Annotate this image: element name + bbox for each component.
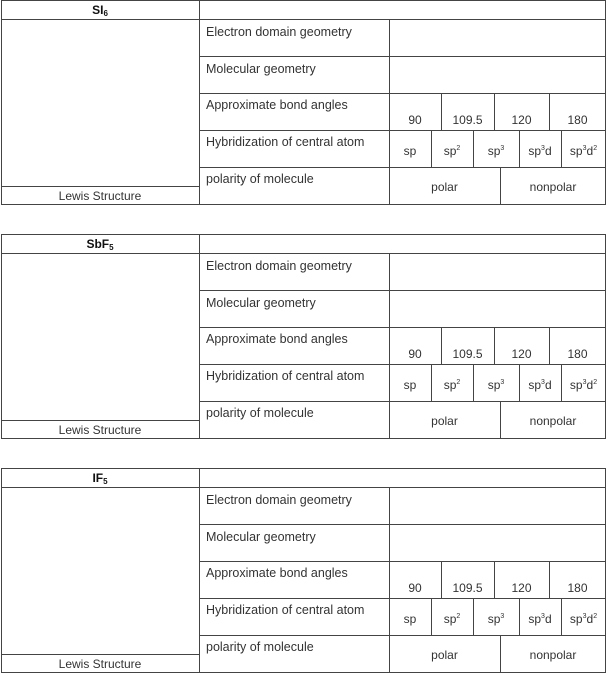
bond-angle-option[interactable]: 90 [408, 113, 422, 127]
grid-line [199, 130, 606, 131]
bond-angle-option[interactable]: 109.5 [452, 113, 483, 127]
row-label-molecular: Molecular geometry [206, 530, 316, 544]
grid-line [199, 364, 606, 365]
hybridization-option[interactable] [389, 612, 431, 626]
hybridization-base: sp [569, 378, 583, 392]
hybridization-mid: d [586, 612, 594, 626]
hybridization-sup1: 3 [541, 145, 545, 152]
hybridization-sup1: 3 [582, 379, 587, 386]
bond-angle-option[interactable]: 180 [567, 347, 588, 361]
molecular-geometry-answer[interactable] [390, 291, 606, 327]
hybridization-sup1: 3 [582, 145, 587, 152]
hybridization-sup1: 3 [541, 613, 545, 620]
hybridization-sup1: 3 [500, 379, 505, 386]
nonpolar-option[interactable]: nonpolar [529, 648, 577, 662]
molecule-formula [1, 469, 199, 487]
hybridization-mid: d [544, 612, 552, 626]
formula-symbol: SI [92, 3, 104, 17]
hybridization-option[interactable] [519, 612, 561, 626]
grid-line [1, 253, 199, 254]
bond-angle-option[interactable]: 120 [511, 113, 532, 127]
bond-angle-option[interactable]: 109.5 [452, 581, 483, 595]
bond-angle-option[interactable]: 90 [408, 581, 422, 595]
nonpolar-option[interactable]: nonpolar [529, 180, 577, 194]
hybridization-base: sp [487, 144, 501, 158]
hybridization-sup2: 2 [593, 613, 598, 620]
lewis-structure-label: Lewis Structure [58, 423, 142, 437]
hybridization-option[interactable] [389, 144, 431, 158]
polar-option[interactable]: polar [431, 648, 458, 662]
hybridization-mid: d [586, 144, 594, 158]
hybridization-base: sp [528, 612, 542, 626]
grid-line [199, 598, 606, 599]
molecule-block [0, 0, 607, 207]
bond-angle-option[interactable]: 120 [511, 347, 532, 361]
row-label-molecular: Molecular geometry [206, 62, 316, 76]
formula-symbol: SbF [86, 237, 110, 251]
hybridization-option[interactable] [561, 378, 606, 392]
hybridization-sup1: 3 [500, 613, 505, 620]
hybridization-option[interactable] [431, 144, 473, 158]
electron-domain-answer[interactable] [390, 254, 606, 290]
grid-line [199, 635, 606, 636]
polar-option[interactable]: polar [431, 414, 458, 428]
lewis-structure-label: Lewis Structure [58, 657, 142, 671]
row-label-hybridization: Hybridization of central atom [206, 603, 365, 617]
hybridization-sup2: 2 [593, 145, 598, 152]
grid-line [199, 167, 606, 168]
grid-line [199, 327, 606, 328]
hybridization-sup1: 3 [500, 145, 505, 152]
hybridization-sup1: 2 [456, 379, 461, 386]
row-label-polarity: polarity of molecule [206, 172, 314, 186]
molecular-geometry-answer[interactable] [390, 57, 606, 93]
hybridization-option[interactable] [473, 612, 519, 626]
hybridization-mid: d [544, 378, 552, 392]
hybridization-base: sp [528, 144, 542, 158]
grid-line [1, 487, 199, 488]
hybridization-base: sp [487, 378, 501, 392]
grid-line [199, 93, 606, 94]
formula-subscript: 6 [103, 9, 108, 18]
grid-line [199, 234, 200, 439]
formula-symbol: IF [92, 471, 104, 485]
row-label-polarity: polarity of molecule [206, 640, 314, 654]
electron-domain-answer[interactable] [390, 20, 606, 56]
row-label-electron-domain: Electron domain geometry [206, 259, 352, 273]
grid-line [199, 468, 200, 673]
hybridization-sup1: 3 [541, 379, 545, 386]
row-label-angles: Approximate bond angles [206, 98, 348, 112]
hybridization-base: sp [403, 612, 417, 626]
row-label-electron-domain: Electron domain geometry [206, 25, 352, 39]
hybridization-option[interactable] [431, 378, 473, 392]
row-label-electron-domain: Electron domain geometry [206, 493, 352, 507]
hybridization-sup1: 2 [456, 145, 461, 152]
hybridization-option[interactable] [473, 144, 519, 158]
hybridization-option[interactable] [431, 612, 473, 626]
formula-subscript: 5 [109, 243, 114, 252]
hybridization-base: sp [569, 612, 583, 626]
row-label-angles: Approximate bond angles [206, 566, 348, 580]
bond-angle-option[interactable]: 109.5 [452, 347, 483, 361]
hybridization-option[interactable] [561, 612, 606, 626]
lewis-structure-label: Lewis Structure [58, 189, 142, 203]
hybridization-option[interactable] [519, 378, 561, 392]
grid-line [199, 561, 606, 562]
hybridization-base: sp [443, 144, 457, 158]
molecular-geometry-answer[interactable] [390, 525, 606, 561]
row-label-molecular: Molecular geometry [206, 296, 316, 310]
bond-angle-option[interactable]: 90 [408, 347, 422, 361]
row-label-polarity: polarity of molecule [206, 406, 314, 420]
molecule-block [0, 468, 607, 675]
bond-angle-option[interactable]: 180 [567, 581, 588, 595]
hybridization-option[interactable] [473, 378, 519, 392]
grid-line [199, 401, 606, 402]
nonpolar-option[interactable]: nonpolar [529, 414, 577, 428]
row-label-hybridization: Hybridization of central atom [206, 135, 365, 149]
hybridization-option[interactable] [561, 144, 606, 158]
grid-line [1, 19, 199, 20]
hybridization-base: sp [528, 378, 542, 392]
electron-domain-answer[interactable] [390, 488, 606, 524]
row-label-hybridization: Hybridization of central atom [206, 369, 365, 383]
hybridization-base: sp [487, 612, 501, 626]
hybridization-sup1: 3 [582, 613, 587, 620]
hybridization-mid: d [586, 378, 594, 392]
hybridization-base: sp [569, 144, 583, 158]
hybridization-base: sp [443, 378, 457, 392]
hybridization-sup1: 2 [456, 613, 461, 620]
molecule-block [0, 234, 607, 441]
hybridization-base: sp [443, 612, 457, 626]
hybridization-base: sp [403, 144, 417, 158]
row-label-angles: Approximate bond angles [206, 332, 348, 346]
hybridization-mid: d [544, 144, 552, 158]
hybridization-base: sp [403, 378, 417, 392]
molecule-formula [1, 235, 199, 253]
hybridization-sup2: 2 [593, 379, 598, 386]
bond-angle-option[interactable]: 120 [511, 581, 532, 595]
hybridization-option[interactable] [519, 144, 561, 158]
hybridization-option[interactable] [389, 378, 431, 392]
grid-line [199, 0, 200, 205]
bond-angle-option[interactable]: 180 [567, 113, 588, 127]
polar-option[interactable]: polar [431, 180, 458, 194]
molecule-formula [1, 1, 199, 19]
formula-subscript: 5 [103, 477, 108, 486]
